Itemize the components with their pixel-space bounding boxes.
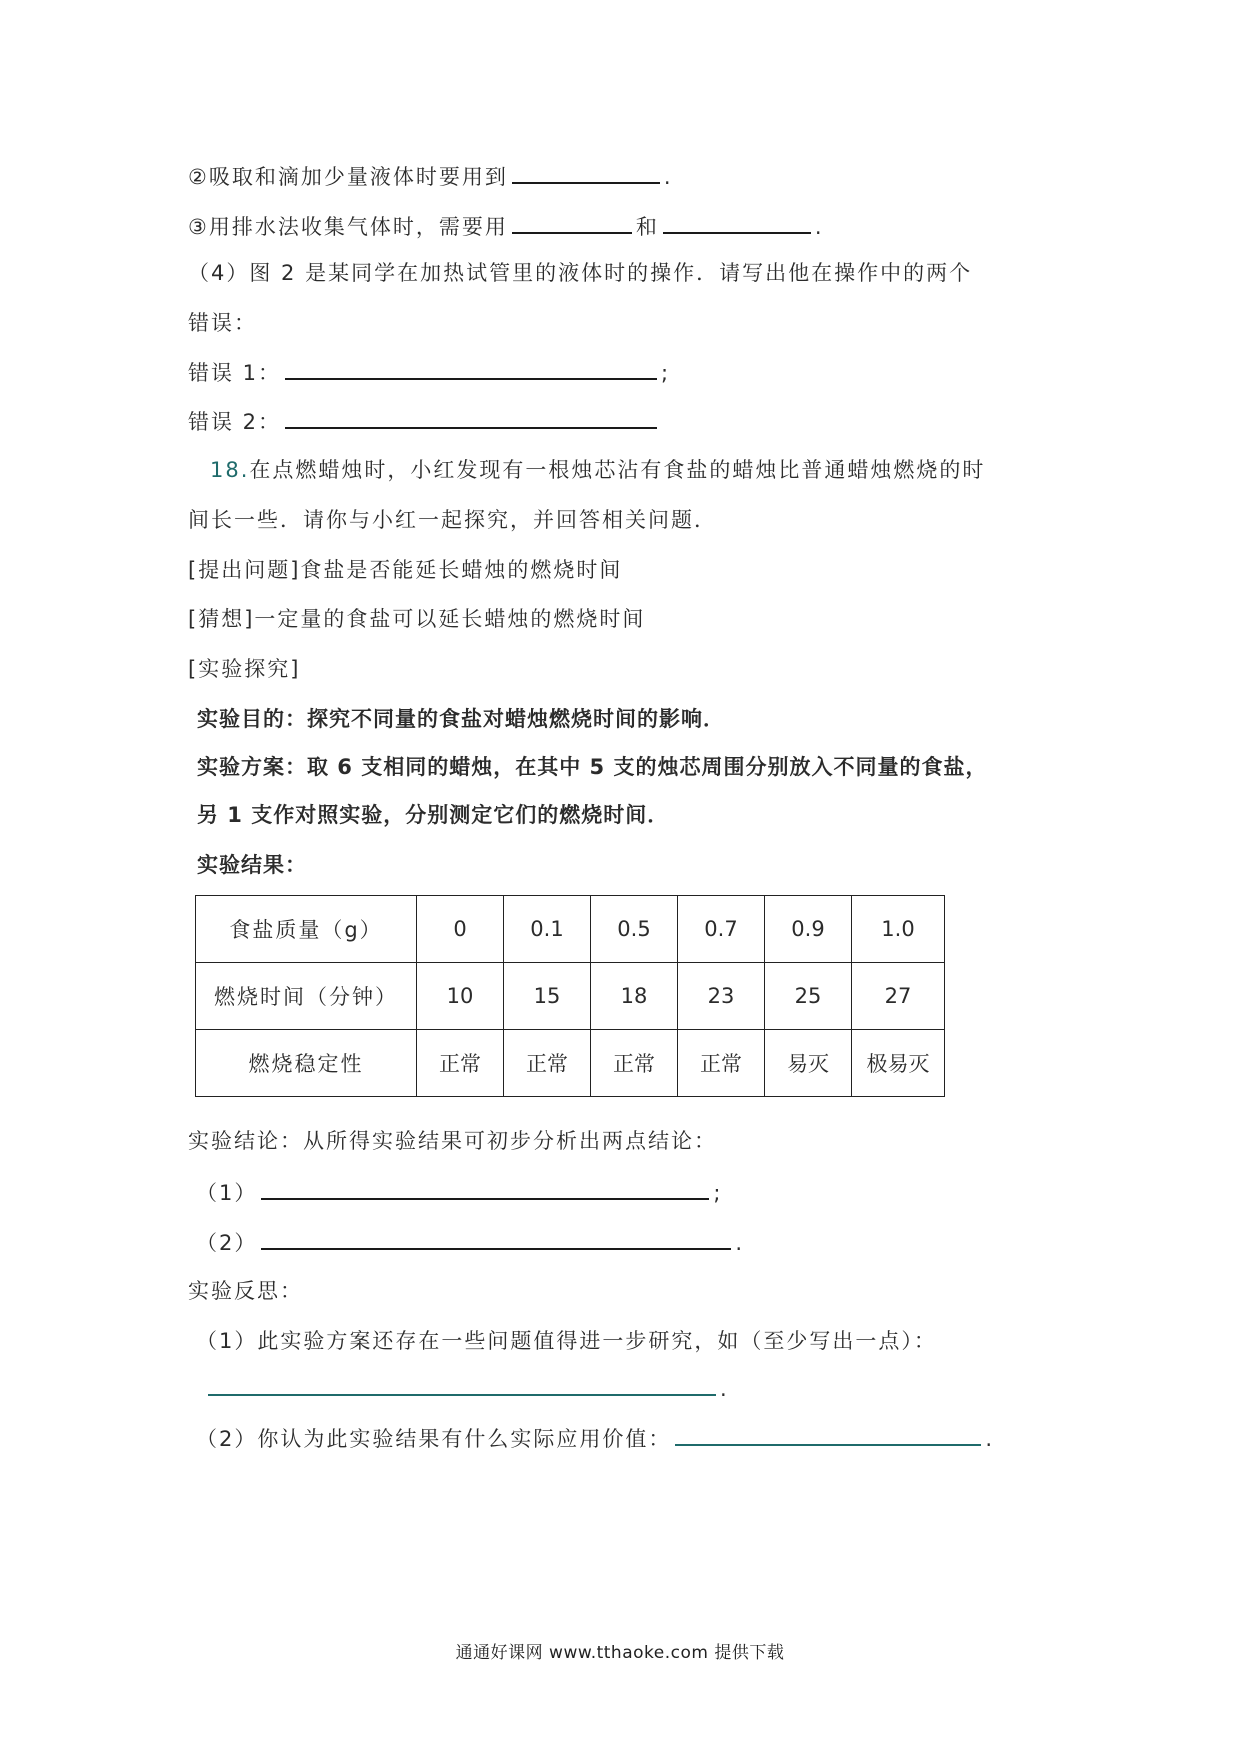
line-q4: （4）图 2 是某同学在加热试管里的液体时的操作．请写出他在操作中的两个 — [188, 261, 973, 285]
table-cell: 正常 — [678, 1030, 765, 1097]
blank-dropper[interactable] — [512, 160, 660, 184]
line-experiment: [实验探究] — [188, 657, 301, 681]
table-row — [196, 1030, 945, 1097]
table-row — [196, 896, 945, 963]
blank-error-2[interactable] — [285, 405, 657, 429]
table-cell: 23 — [678, 963, 765, 1030]
line-plan-cont: 另 1 支作对照实验，分别测定它们的燃烧时间． — [197, 803, 670, 827]
row-header: 食盐质量（g） — [196, 896, 417, 963]
table-cell: 极易灭 — [852, 1030, 945, 1097]
results-table — [195, 895, 945, 1097]
table-cell: 18 — [591, 963, 678, 1030]
line-errors-label: 错误： — [188, 311, 257, 335]
table-cell: 0 — [417, 896, 504, 963]
table-cell: 0.7 — [678, 896, 765, 963]
page-footer: 通通好课网 www.tthaoke.com 提供下载 — [455, 1643, 785, 1663]
text-dropper: ②吸取和滴加少量液体时要用到 — [188, 165, 508, 189]
blank-reflection-1[interactable] — [208, 1372, 716, 1396]
blank-reflection-2[interactable] — [675, 1422, 981, 1446]
blank-water-collection-1[interactable] — [512, 210, 632, 234]
blank-conclusion-2[interactable] — [261, 1226, 731, 1250]
row-header: 燃烧稳定性 — [196, 1030, 417, 1097]
line-q18-cont: 间长一些．请你与小红一起探究，并回答相关问题． — [188, 508, 717, 532]
line-reflection-1: （1）此实验方案还存在一些问题值得进一步研究，如（至少写出一点）： — [196, 1329, 937, 1353]
line-purpose: 实验目的：探究不同量的食盐对蜡烛燃烧时间的影响． — [197, 707, 725, 731]
table-cell: 0.1 — [504, 896, 591, 963]
blank-water-collection-2[interactable] — [663, 210, 811, 234]
line-conclusion-2: （2） . — [196, 1226, 744, 1258]
table-cell: 0.5 — [591, 896, 678, 963]
line-results: 实验结果： — [197, 853, 307, 877]
table-cell: 正常 — [504, 1030, 591, 1097]
table-cell: 15 — [504, 963, 591, 1030]
line-dropper: ②吸取和滴加少量液体时要用到 . — [188, 160, 673, 192]
line-conclusion-1: （1） ; — [196, 1176, 722, 1208]
line-reflection-1-answer: . — [208, 1372, 729, 1404]
line-conclusion: 实验结论：从所得实验结果可初步分析出两点结论： — [188, 1129, 717, 1153]
table-cell: 正常 — [417, 1030, 504, 1097]
question-number: 18. — [210, 458, 250, 482]
line-water-collection: ③用排水法收集气体时，需要用 和 . — [188, 210, 824, 242]
row-header: 燃烧时间（分钟） — [196, 963, 417, 1030]
line-reflection: 实验反思： — [188, 1279, 303, 1303]
line-hypothesis: [猜想]一定量的食盐可以延长蜡烛的燃烧时间 — [188, 607, 646, 631]
line-reflection-2: （2）你认为此实验结果有什么实际应用价值： . — [196, 1422, 994, 1454]
line-error-2: 错误 2： — [188, 405, 661, 437]
line-error-1: 错误 1： ; — [188, 356, 670, 388]
line-plan: 实验方案：取 6 支相同的蜡烛，在其中 5 支的烛芯周围分别放入不同量的食盐， — [197, 755, 988, 779]
table-cell: 易灭 — [765, 1030, 852, 1097]
table-cell: 27 — [852, 963, 945, 1030]
blank-conclusion-1[interactable] — [261, 1176, 709, 1200]
line-question: [提出问题]食盐是否能延长蜡烛的燃烧时间 — [188, 558, 623, 582]
table-cell: 1.0 — [852, 896, 945, 963]
table-cell: 0.9 — [765, 896, 852, 963]
table-row — [196, 963, 945, 1030]
question-18: 18.在点燃蜡烛时，小红发现有一根烛芯沾有食盐的蜡烛比普通蜡烛燃烧的时 — [210, 458, 986, 482]
table-cell: 正常 — [591, 1030, 678, 1097]
table-cell: 10 — [417, 963, 504, 1030]
table-cell: 25 — [765, 963, 852, 1030]
blank-error-1[interactable] — [285, 356, 657, 380]
